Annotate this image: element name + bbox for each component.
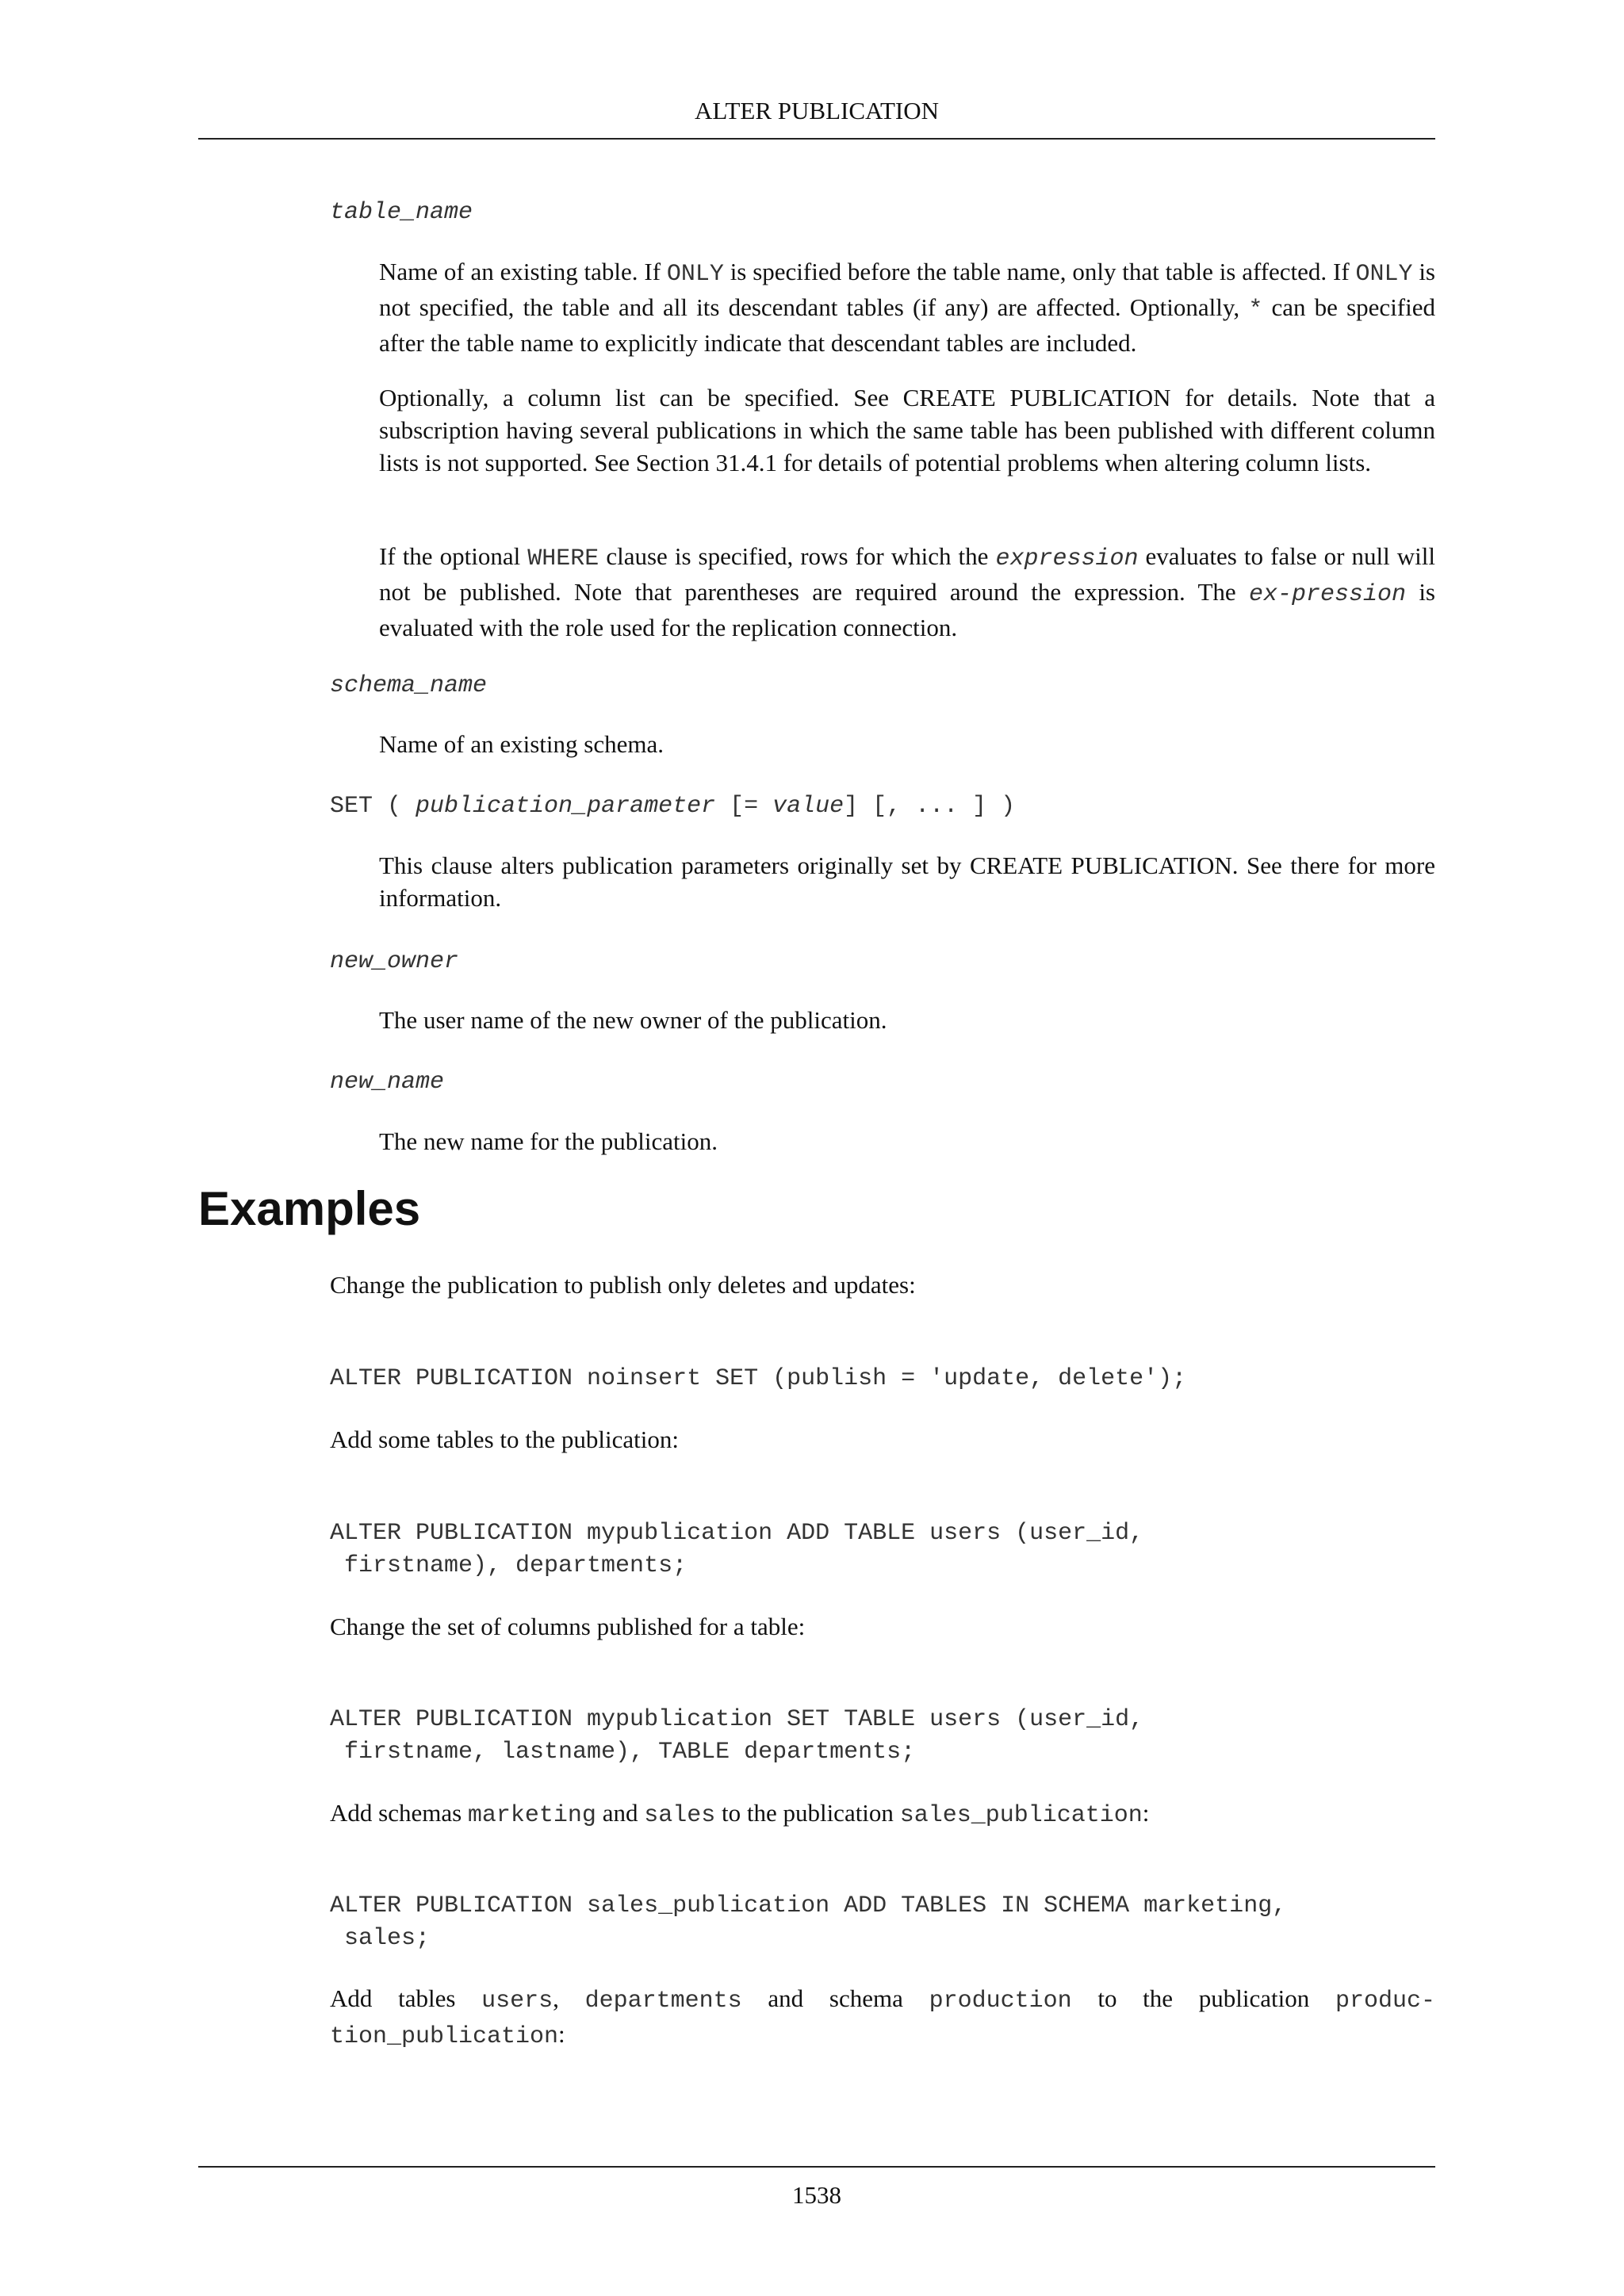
example-4-text: Add schemas marketing and sales to the publication sales_publication: (330, 1799, 1150, 1829)
example-5-text: Add tables users, departments and schema production to the publication produc-tion_publication: (330, 1984, 1436, 2050)
section-heading-examples: Examples (198, 1182, 421, 1235)
set-description: This clause alters publication parameters originally set by CREATE PUBLICATION. See there for more information. (379, 851, 1435, 912)
example-3-code: ALTER PUBLICATION mypublication SET TABLE users (user_id, firstname, lastname), TABLE departments; (330, 1706, 1144, 1766)
param-term-table-name: table_name (330, 199, 473, 226)
param-term-schema-name: schema_name (330, 672, 488, 699)
running-header: ALTER PUBLICATION (694, 97, 939, 124)
table-name-description-2: Optionally, a column list can be specified. See CREATE PUBLICATION for details. Note that a subscription having several publications in which the same table has been published with different column lists is not supported. See Section 31.4.1 for details of potential problems when altering column lists. (379, 384, 1435, 476)
example-4-code: ALTER PUBLICATION sales_publication ADD TABLES IN SCHEMA marketing, sales; (330, 1892, 1287, 1952)
schema-name-description: Name of an existing schema. (379, 730, 664, 758)
example-2-code: ALTER PUBLICATION mypublication ADD TABLE users (user_id, firstname), departments; (330, 1520, 1144, 1579)
param-term-new-name: new_name (330, 1069, 445, 1096)
param-term-new-owner: new_owner (330, 948, 459, 975)
header-rule (198, 138, 1435, 140)
example-3-text: Change the set of columns published for a table: (330, 1613, 806, 1640)
page-number: 1538 (792, 2181, 841, 2209)
param-term-set: SET ( publication_parameter [= value] [, ... ] ) (330, 793, 1016, 820)
new-owner-description: The user name of the new owner of the publication. (379, 1006, 887, 1034)
footer-rule (198, 2166, 1435, 2168)
table-name-description-1: Name of an existing table. If ONLY is specified before the table name, only that table is affected. If ONLY is not specified, the table and all its descendant tables (if any) are affected. Optionally, * can be specified after the table name to explicitly indicate that descendant tables are included. (379, 258, 1436, 357)
example-1-code: ALTER PUBLICATION noinsert SET (publish = 'update, delete'); (330, 1365, 1187, 1392)
example-1-text: Change the publication to publish only deletes and updates: (330, 1271, 916, 1299)
example-2-text: Add some tables to the publication: (330, 1425, 679, 1453)
table-name-description-3: If the optional WHERE clause is specified, rows for which the expression evaluates to false or null will not be published. Note that parentheses are required around the expression. The ex-pression is evaluated with the role used for the replication connection. (379, 542, 1436, 641)
new-name-description: The new name for the publication. (379, 1127, 718, 1155)
